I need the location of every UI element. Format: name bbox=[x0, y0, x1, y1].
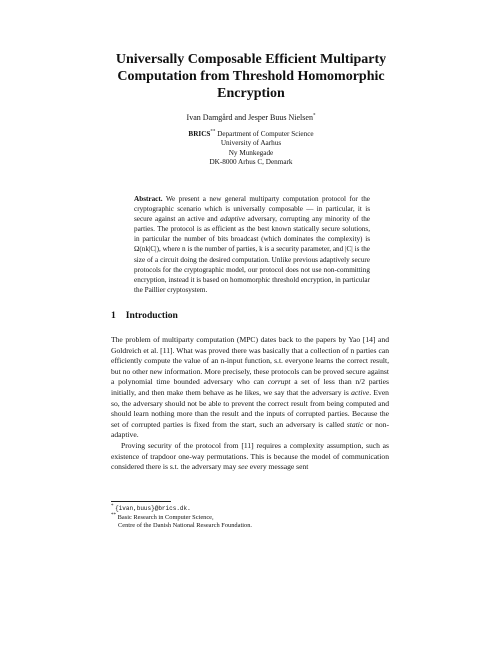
affiliation-org: BRICS bbox=[188, 130, 211, 138]
footnote-divider bbox=[111, 501, 171, 502]
footnote-2-line-2: Centre of the Danish National Research Foundation. bbox=[118, 522, 252, 530]
footnotes bbox=[111, 505, 389, 531]
footnote-2-line-1: Basic Research in Computer Science, bbox=[117, 513, 214, 521]
affiliation-line-3: Ny Munkegade bbox=[228, 148, 274, 157]
affiliation-department: Department of Computer Science bbox=[215, 130, 314, 138]
emphasis-see: see bbox=[238, 462, 248, 472]
author-line bbox=[90, 113, 412, 123]
footnote-2-mark: ** bbox=[111, 512, 116, 518]
abstract bbox=[134, 194, 370, 295]
footnote-1-mark: * bbox=[111, 503, 114, 509]
affiliation-footnote-mark: ** bbox=[210, 129, 216, 135]
abstract-emphasis: adaptive bbox=[220, 215, 246, 224]
paragraph-2-text-b: every message sent bbox=[247, 462, 309, 472]
paragraph-2-text-a: Proving security of the protocol from [11] requires a complexity assumption, such as existence of trapdoor one-way permutations. This is because the model of communication considered there is s.t. the adversary may bbox=[111, 440, 389, 472]
affiliation-line-1 bbox=[90, 130, 412, 139]
abstract-text-1: We present a new general multiparty computation protocol for the cryptographic scenario which is universally composable — in particular, it is secure against an active and bbox=[134, 195, 370, 224]
section-number: 1 bbox=[111, 310, 116, 321]
footnote-2 bbox=[111, 514, 389, 523]
section-title: Introduction bbox=[125, 310, 178, 321]
author-footnote-mark: * bbox=[312, 113, 316, 119]
paragraph-1-text-a: The problem of multiparty computation (MPC) dates back to the papers by Yao [14] and Goldreich et al. [11]. What was proved there was basically that a collection of n parties can efficiently compute the value of an n-input function, s.t. everyone learns the correct result, but no other new information. More precisely, these protocols can be proved secure against a polynomial time bounded adversary who can bbox=[111, 335, 389, 387]
paragraph-2 bbox=[111, 441, 389, 473]
abstract-label: Abstract. bbox=[134, 195, 163, 203]
emphasis-corrupt: corrupt bbox=[267, 377, 291, 387]
author-names: Ivan Damgård and Jesper Buus Nielsen bbox=[186, 113, 313, 122]
body-text bbox=[111, 335, 389, 473]
section-heading bbox=[111, 310, 178, 322]
abstract-text-2: adversary, corrupting any minority of the parties. The protocol is as efficient as the best known statically secure solutions, in particular the number of bits broadcast (which dominates the complexity) is Ω(nk|C|), where n is the number of parties, k is a security parameter, and |C| is the size of a circuit doing the desired computation. Unlike previous adaptively secure protocols for the cryptographic model, our protocol does not use non-committing encryption, instead it is based on homomorphic threshold encryption, in particular the Paillier cryptosystem. bbox=[134, 215, 370, 294]
footnote-1-email: {ivan,buus}@brics.dk. bbox=[115, 505, 191, 512]
paragraph-1-text-d: or non-adaptive. bbox=[111, 419, 389, 440]
footnote-2-continued bbox=[111, 522, 389, 531]
affiliation-line-4: DK-8000 Arhus C, Denmark bbox=[209, 157, 293, 166]
affiliation-line-2: University of Aarhus bbox=[220, 139, 282, 148]
paper-title: Universally Composable Efficient Multiparty Computation from Threshold Homomorphic Encryption bbox=[115, 52, 387, 101]
paragraph-1 bbox=[111, 335, 389, 441]
emphasis-static: static bbox=[346, 419, 364, 429]
emphasis-active: active bbox=[351, 387, 370, 397]
paragraph-1-text-c: . Even so, the adversary should not be able to prevent the correct result from being computed and should learn nothing more than the result and the inputs of corrupted parties. Because the set of corrupted parties is fixed from the start, such an adversary is called bbox=[111, 387, 389, 429]
paragraph-1-text-b: a set of less than n/2 parties initially, and then make them behave as he likes, we say that the adversary is bbox=[111, 377, 389, 397]
affiliation-block bbox=[90, 130, 412, 167]
footnote-1 bbox=[111, 505, 389, 514]
